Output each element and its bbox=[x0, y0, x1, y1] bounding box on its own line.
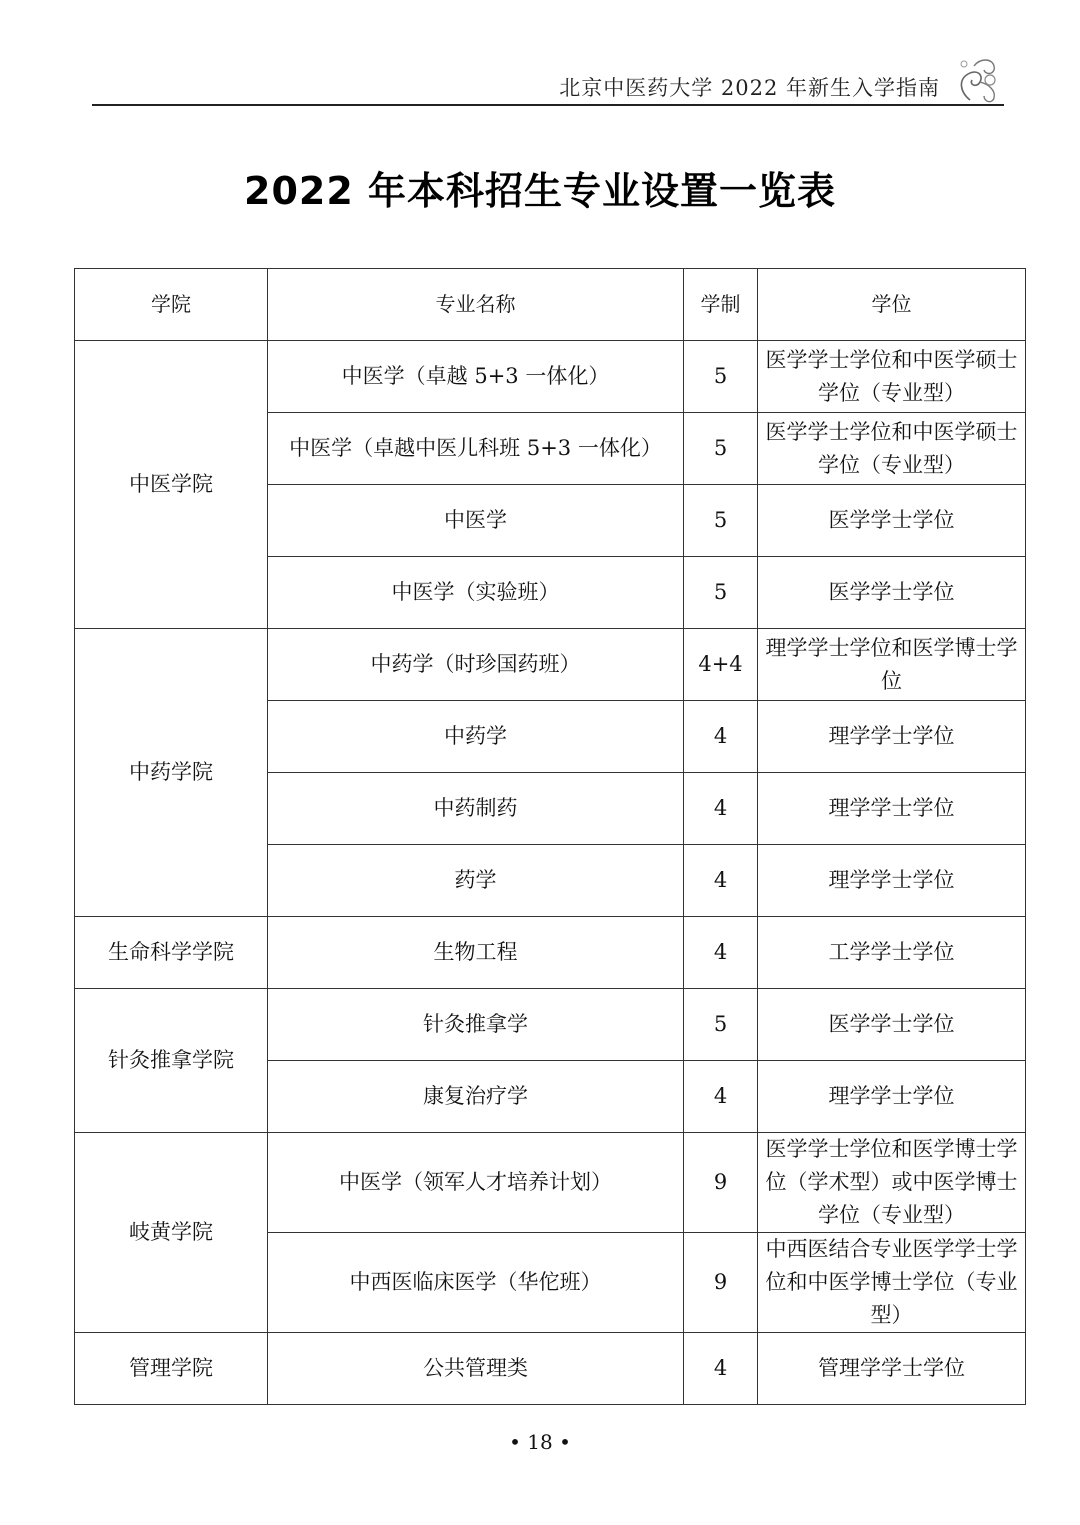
major-cell: 中药学 bbox=[268, 701, 684, 773]
duration-cell: 9 bbox=[684, 1133, 758, 1233]
duration-cell: 4 bbox=[684, 917, 758, 989]
degree-cell: 理学学士学位 bbox=[758, 1061, 1026, 1133]
duration-cell: 4 bbox=[684, 773, 758, 845]
degree-cell: 理学学士学位 bbox=[758, 845, 1026, 917]
header-duration: 学制 bbox=[684, 269, 758, 341]
degree-cell: 理学学士学位 bbox=[758, 701, 1026, 773]
duration-cell: 4 bbox=[684, 845, 758, 917]
table-row bbox=[75, 1333, 1026, 1405]
major-cell: 中医学 bbox=[268, 485, 684, 557]
page-number: • 18 • bbox=[509, 1430, 571, 1454]
degree-cell: 医学学士学位 bbox=[758, 485, 1026, 557]
duration-cell: 4 bbox=[684, 1061, 758, 1133]
table-row bbox=[75, 629, 1026, 701]
duration-cell: 5 bbox=[684, 413, 758, 485]
major-cell: 中西医临床医学（华佗班） bbox=[268, 1233, 684, 1333]
degree-cell: 医学学士学位和中医学硕士学位（专业型） bbox=[758, 413, 1026, 485]
degree-cell: 医学学士学位和医学博士学位（学术型）或中医学博士学位（专业型） bbox=[758, 1133, 1026, 1233]
page-title: 2022 年本科招生专业设置一览表 bbox=[244, 169, 836, 213]
major-cell: 公共管理类 bbox=[268, 1333, 684, 1405]
duration-cell: 5 bbox=[684, 989, 758, 1061]
college-cell: 中药学院 bbox=[75, 629, 268, 917]
college-cell: 生命科学学院 bbox=[75, 917, 268, 989]
table-header-row bbox=[75, 269, 1026, 341]
duration-cell: 4 bbox=[684, 701, 758, 773]
degree-cell: 工学学士学位 bbox=[758, 917, 1026, 989]
floral-ornament-icon bbox=[950, 52, 1004, 106]
degree-cell: 理学学士学位 bbox=[758, 773, 1026, 845]
major-cell: 中医学（实验班） bbox=[268, 557, 684, 629]
college-cell: 管理学院 bbox=[75, 1333, 268, 1405]
table-row bbox=[75, 1133, 1026, 1233]
college-cell: 中医学院 bbox=[75, 341, 268, 629]
major-cell: 生物工程 bbox=[268, 917, 684, 989]
duration-cell: 5 bbox=[684, 341, 758, 413]
duration-cell: 5 bbox=[684, 557, 758, 629]
degree-cell: 医学学士学位 bbox=[758, 989, 1026, 1061]
major-cell: 药学 bbox=[268, 845, 684, 917]
program-table bbox=[74, 268, 1026, 1405]
table-row bbox=[75, 341, 1026, 413]
table-row bbox=[75, 917, 1026, 989]
degree-cell: 理学学士学位和医学博士学位 bbox=[758, 629, 1026, 701]
running-header: 北京中医药大学 2022 年新生入学指南 bbox=[559, 76, 940, 100]
degree-cell: 医学学士学位和中医学硕士学位（专业型） bbox=[758, 341, 1026, 413]
degree-cell: 管理学学士学位 bbox=[758, 1333, 1026, 1405]
duration-cell: 9 bbox=[684, 1233, 758, 1333]
table-body bbox=[75, 341, 1026, 1405]
major-cell: 康复治疗学 bbox=[268, 1061, 684, 1133]
college-cell: 岐黄学院 bbox=[75, 1133, 268, 1333]
degree-cell: 医学学士学位 bbox=[758, 557, 1026, 629]
header-college: 学院 bbox=[75, 269, 268, 341]
header-major: 专业名称 bbox=[268, 269, 684, 341]
duration-cell: 4 bbox=[684, 1333, 758, 1405]
major-cell: 中医学（卓越中医儿科班 5+3 一体化） bbox=[268, 413, 684, 485]
college-cell: 针灸推拿学院 bbox=[75, 989, 268, 1133]
degree-cell: 中西医结合专业医学学士学位和中医学博士学位（专业型） bbox=[758, 1233, 1026, 1333]
major-cell: 中药制药 bbox=[268, 773, 684, 845]
table-row bbox=[75, 989, 1026, 1061]
header-divider bbox=[92, 104, 1004, 106]
header-degree: 学位 bbox=[758, 269, 1026, 341]
major-cell: 中医学（领军人才培养计划） bbox=[268, 1133, 684, 1233]
duration-cell: 4+4 bbox=[684, 629, 758, 701]
major-cell: 中医学（卓越 5+3 一体化） bbox=[268, 341, 684, 413]
duration-cell: 5 bbox=[684, 485, 758, 557]
major-cell: 中药学（时珍国药班） bbox=[268, 629, 684, 701]
major-cell: 针灸推拿学 bbox=[268, 989, 684, 1061]
